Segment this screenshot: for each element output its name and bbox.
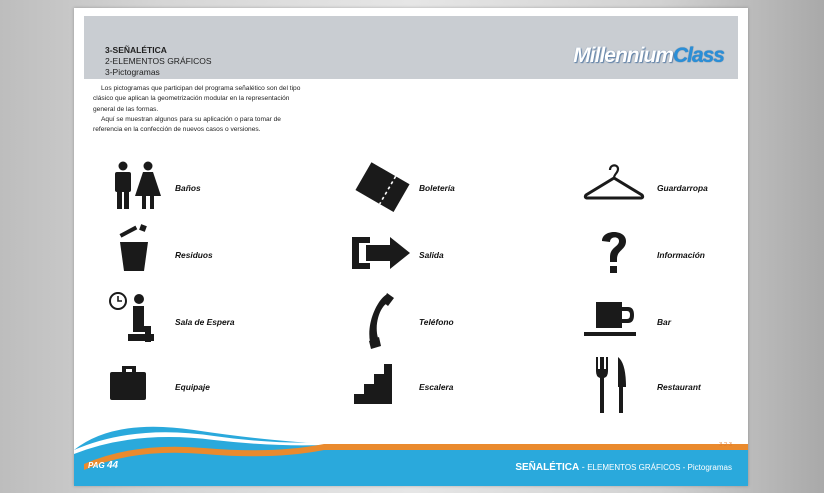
suitcase-icon <box>106 360 178 420</box>
label-telefono: Teléfono <box>419 317 454 327</box>
footer-title <box>515 462 732 473</box>
footer-separator-2: - <box>680 463 688 472</box>
subsection-title: 2-ELEMENTOS GRÁFICOS <box>105 56 212 66</box>
label-bar: Bar <box>657 317 671 327</box>
intro-paragraph-1: Los pictogramas que participan del programa señalético son del tipo clásico que aplican la geometrización modular en la representación general de las formas. <box>93 85 301 113</box>
footer-wave-band <box>74 420 748 486</box>
hanger-icon <box>580 158 652 218</box>
label-residuos: Residuos <box>175 250 213 260</box>
label-informacion: Información <box>657 250 705 260</box>
label-guardarropa: Guardarropa <box>657 183 708 193</box>
ticket-icon <box>350 158 422 218</box>
footer-subsection: ELEMENTOS GRÁFICOS <box>587 463 681 472</box>
brand-logo <box>573 44 724 68</box>
label-equipaje: Equipaje <box>175 382 210 392</box>
label-escalera: Escalera <box>419 382 454 392</box>
question-mark-icon <box>580 223 652 283</box>
section-code: 3-2-3 <box>719 442 732 448</box>
footer-topic: Pictogramas <box>687 463 732 472</box>
telephone-icon <box>350 290 422 350</box>
waiting-room-icon <box>106 290 178 350</box>
label-restaurant: Restaurant <box>657 382 701 392</box>
coffee-cup-icon <box>580 290 652 350</box>
label-banos: Baños <box>175 183 201 193</box>
logo-part-millennium: Millennium <box>573 44 673 67</box>
label-sala-de-espera: Sala de Espera <box>175 317 235 327</box>
page-number <box>88 460 118 471</box>
intro-paragraph-2: Aquí se muestran algunos para su aplicación o para tomar de referencia en la confección de nuevos casos o versiones. <box>93 115 281 134</box>
footer-separator: - <box>579 462 588 472</box>
stairs-icon <box>350 360 422 420</box>
topic-title: 3-Pictogramas <box>105 67 160 77</box>
document-page <box>74 8 748 486</box>
intro-text <box>93 84 309 135</box>
page-number-value: 44 <box>106 460 119 471</box>
fork-knife-icon <box>580 353 652 413</box>
section-title: 3-SEÑALÉTICA <box>105 45 167 55</box>
footer-section: SEÑALÉTICA <box>515 462 580 473</box>
logo-part-class: Class <box>672 44 724 67</box>
label-salida: Salida <box>419 250 444 260</box>
page-prefix: PAG <box>88 461 105 470</box>
trash-bin-icon <box>106 223 178 283</box>
exit-arrow-icon <box>350 223 422 283</box>
page-header <box>84 16 738 79</box>
label-boleteria: Boletería <box>419 183 455 193</box>
restroom-icon <box>106 158 178 218</box>
